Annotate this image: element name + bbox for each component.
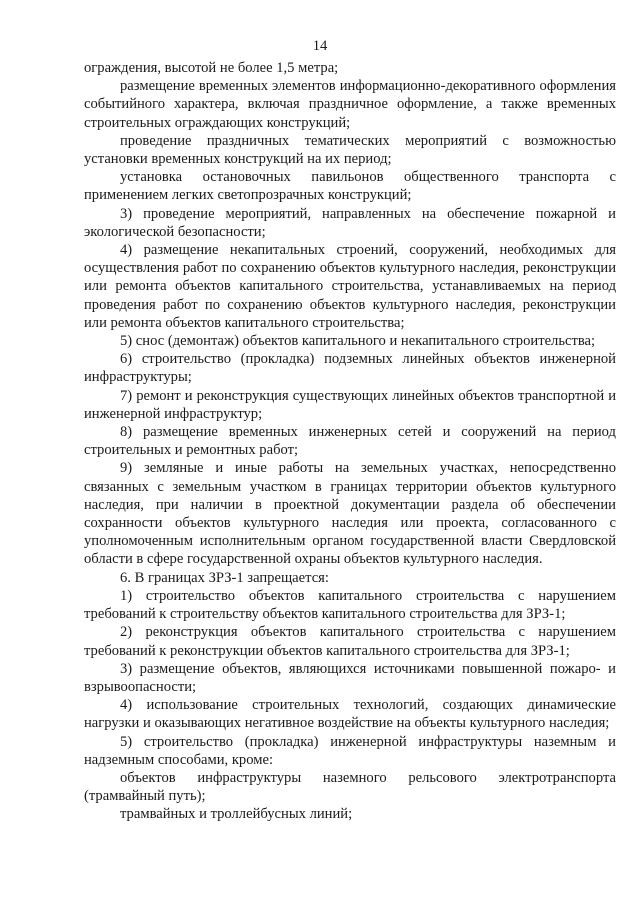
list-item-5: 5) снос (демонтаж) объектов капитального и некапитального строительства; <box>120 333 596 350</box>
prohibition-item-1: 1) строительство объектов капитального строительства с нарушением требований к строительству объектов капитального строительства для ЗРЗ-1; <box>84 587 616 623</box>
prohibition-item-4: 4) использование строительных технологий, создающих динамические нагрузки и оказывающих негативное воздействие на объекты культурного наследия; <box>84 697 616 732</box>
paragraph-decorative-elements: размещение временных элементов информационно-декоративного оформления событийного характера, включая праздничное оформление, а также временных строительных ограждающих конструкций; <box>84 78 616 131</box>
list-item-4: 4) размещение некапитальных строений, сооружений, необходимых для осуществления работ по сохранению объектов культурного наследия, реконструкции или ремонта объектов капитального строительства, устанавливаемых на период проведения работ по сохранению объектов культурного наследия, реконструкции или ремонта объектов капитального строительства; <box>84 242 616 331</box>
paragraph-festive-events: проведение праздничных тематических мероприятий с возможностью установки временных конструкций на их период; <box>84 132 616 168</box>
prohibition-item-2: 2) реконструкция объектов капитального строительства с нарушением требований к реконструкции объектов капитального строительства для ЗРЗ-1; <box>84 624 616 659</box>
list-item-7: 7) ремонт и реконструкция существующих линейных объектов транспортной и инженерной инфраструктур; <box>84 387 616 422</box>
section-heading-6: 6. В границах ЗРЗ-1 запрещается: <box>120 569 329 586</box>
document-body <box>84 59 616 824</box>
page-number: 14 <box>312 38 328 54</box>
list-item-6: 6) строительство (прокладка) подземных линейных объектов инженерной инфраструктуры; <box>84 351 616 386</box>
prohibition-item-5: 5) строительство (прокладка) инженерной инфраструктуры наземным и надземным способами, кроме: <box>84 733 616 768</box>
list-item-3: 3) проведение мероприятий, направленных на обеспечение пожарной и экологической безопасности; <box>84 205 616 240</box>
list-item-8: 8) размещение временных инженерных сетей и сооружений на период строительных и ремонтных работ; <box>84 424 616 459</box>
exception-tram-track: объектов инфраструктуры наземного рельсового электротранспорта (трамвайный путь); <box>84 769 616 805</box>
prohibition-item-3: 3) размещение объектов, являющихся источниками повышенной пожаро- и взрывоопасности; <box>84 660 616 695</box>
paragraph-continuation: ограждения, высотой не более 1,5 метра; <box>84 60 339 76</box>
paragraph-bus-stops: установка остановочных павильонов общественного транспорта с применением легких светопрозрачных конструкций; <box>84 169 616 204</box>
exception-tram-trolleybus-lines: трамвайных и троллейбусных линий; <box>120 806 353 823</box>
list-item-9: 9) земляные и иные работы на земельных участках, непосредственно связанных с земельным участком в границах территории объектов культурного наследия, при наличии в проектной документации раздела об обеспечении сохранности объектов культурного наследия или проекта, согласованного с уполномоченным исполнительным органом государственной власти Свердловской области в сфере государственной охраны объектов культурного наследия. <box>84 460 616 568</box>
